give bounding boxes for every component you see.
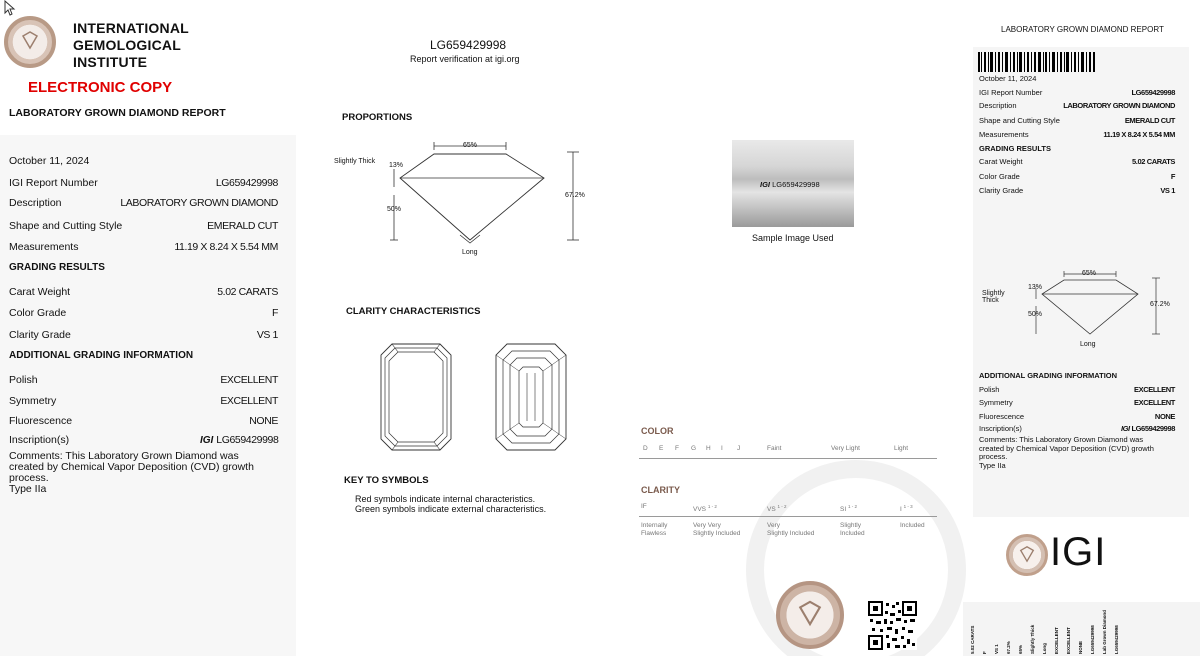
emerald-cut-bottom-view (495, 343, 567, 451)
pavilion-percent: 50% (387, 206, 402, 213)
right-carat-label: Carat Weight (979, 157, 1023, 166)
strip-text: LG659429998 (1114, 625, 1119, 654)
strip-text: Slightly Thick (1030, 624, 1035, 654)
emerald-cut-top-view (380, 343, 452, 451)
color-word-light: Light (894, 445, 909, 452)
strip-text: EXCELLENT (1066, 627, 1071, 654)
clarity-scale-heading: CLARITY (641, 485, 680, 495)
institute-name: INTERNATIONAL GEMOLOGICAL INSTITUTE (73, 20, 189, 70)
proportions-heading: PROPORTIONS (342, 112, 413, 123)
proportions-diagram (330, 135, 590, 260)
strip-text: 67.2% (1006, 641, 1011, 654)
right-symmetry-value: EXCELLENT (1134, 398, 1175, 407)
right-report-number-value: LG659429998 (1131, 88, 1175, 97)
strip-text: 5.02 CARATS (970, 625, 975, 654)
igi-mini-logo-icon: IGI (760, 180, 771, 189)
color-grade-value: F (271, 307, 278, 319)
right-description-label: Description (979, 101, 1017, 110)
polish-label: Polish (9, 374, 38, 386)
clarity-grade-label: Clarity Grade (9, 329, 71, 341)
clarity-word-if: Internally Flawless (641, 522, 668, 537)
fluorescence-value: NONE (249, 415, 278, 427)
color-letter-i: I (721, 445, 723, 452)
grading-results-heading: GRADING RESULTS (9, 262, 105, 273)
verification-text: Report verification at igi.org (410, 54, 520, 64)
clarity-grade-value: VS 1 (256, 329, 278, 341)
color-scale-rule (639, 458, 937, 459)
right-report-title: LABORATORY GROWN DIAMOND REPORT (1001, 25, 1164, 34)
clarity-characteristics-heading: CLARITY CHARACTERISTICS (346, 306, 481, 317)
table-percent: 65% (463, 142, 478, 149)
right-shape-label: Shape and Cutting Style (979, 116, 1060, 125)
igi-seal-icon (4, 16, 56, 68)
right-depth-percent: 67.2% (1150, 301, 1170, 308)
color-word-faint: Faint (767, 445, 782, 452)
symmetry-value: EXCELLENT (220, 395, 278, 407)
key-to-symbols-text: Red symbols indicate internal characteristics. Green symbols indicate external characteristics. (355, 494, 547, 514)
clarity-grade-vvs: VVS $^{1 - 2}$ (693, 504, 717, 514)
color-letter-h: H (706, 445, 711, 452)
right-comments: Comments: This Laboratory Grown Diamond was created by Chemical Vapor Deposition (CVD) growth process. Type IIa (979, 435, 1154, 470)
barcode-icon (978, 52, 1096, 72)
igi-seal-icon (1006, 534, 1048, 576)
symmetry-label: Symmetry (9, 395, 57, 407)
mouse-cursor-icon (4, 0, 18, 16)
igi-mini-logo-icon: IGI (1120, 424, 1130, 433)
right-symmetry-label: Symmetry (979, 398, 1013, 407)
shape-value: EMERALD CUT (207, 220, 278, 232)
inscription-value-wrap (200, 434, 278, 446)
measurements-label: Measurements (9, 241, 79, 253)
inscription-label: Inscription(s) (9, 434, 70, 446)
clarity-word-vvs: Very Very Slightly Included (693, 522, 741, 537)
description-label: Description (9, 197, 62, 209)
right-inscription-label: Inscription(s) (979, 424, 1022, 433)
clarity-word-i: Included (900, 522, 925, 529)
color-letter-g: G (691, 445, 697, 452)
comments: Comments: This Laboratory Grown Diamond was created by Chemical Vapor Deposition (CVD) growth process. Type IIa (9, 450, 254, 495)
right-girdle-label: Slightly Thick (982, 290, 1005, 304)
girdle-label: Slightly Thick (334, 158, 376, 165)
right-description-value: LABORATORY GROWN DIAMOND (1063, 101, 1175, 110)
color-letter-j: J (737, 445, 741, 452)
right-additional-heading: ADDITIONAL GRADING INFORMATION (979, 371, 1118, 380)
key-to-symbols-heading: KEY TO SYMBOLS (344, 475, 429, 486)
right-crown-percent: 13% (1028, 284, 1043, 291)
clarity-word-vs: Very Slightly Included (767, 522, 815, 537)
report-number-label: IGI Report Number (9, 177, 98, 189)
sample-inscription-number: LG659429998 (772, 180, 820, 189)
inscription-value: LG659429998 (216, 434, 279, 446)
right-carat-value: 5.02 CARATS (1132, 157, 1175, 166)
color-scale-heading: COLOR (641, 426, 674, 436)
right-proportions-diagram (1020, 266, 1170, 342)
clarity-grade-i: I $^{1 - 3}$ (900, 504, 913, 514)
right-polish-value: EXCELLENT (1134, 385, 1175, 394)
shape-label: Shape and Cutting Style (9, 220, 123, 232)
electronic-copy-label: ELECTRONIC COPY (28, 79, 173, 96)
right-color-value: F (1170, 172, 1175, 181)
strip-text: VS 1 (994, 644, 999, 654)
description-value: LABORATORY GROWN DIAMOND (120, 197, 278, 209)
right-inscription-value (1121, 424, 1175, 433)
color-letter-f: F (675, 445, 679, 452)
strip-text: 65% (1018, 644, 1023, 654)
crown-percent: 13% (389, 162, 404, 169)
right-measurements-value: 11.19 X 8.24 X 5.54 MM (1103, 130, 1175, 139)
report-title: LABORATORY GROWN DIAMOND REPORT (9, 107, 226, 119)
strip-text: LG659429998 (1090, 625, 1095, 654)
sample-inscription-text (760, 180, 820, 189)
right-inscription-number: LG659429998 (1131, 424, 1175, 433)
right-report-date: October 11, 2024 (979, 74, 1037, 83)
right-clarity-label: Clarity Grade (979, 186, 1024, 195)
report-date: October 11, 2024 (9, 155, 90, 167)
qr-code-icon (868, 601, 917, 650)
report-number-value: LG659429998 (215, 177, 278, 189)
igi-mini-logo-icon: IGI (200, 435, 214, 446)
right-measurements-label: Measurements (979, 130, 1029, 139)
clarity-grade-si: SI $^{1 - 2}$ (840, 504, 857, 514)
strip-text: EXCELLENT (1054, 627, 1059, 654)
right-polish-label: Polish (979, 385, 1000, 394)
report-number-header: LG659429998 (430, 38, 507, 52)
sample-image-label: Sample Image Used (752, 233, 834, 243)
additional-info-heading: ADDITIONAL GRADING INFORMATION (9, 350, 194, 361)
strip-text: F (982, 651, 987, 654)
igi-logo: IGI (1050, 530, 1107, 574)
color-word-very-light: Very Light (831, 445, 860, 452)
carat-label: Carat Weight (9, 286, 71, 298)
clarity-scale-rule (639, 516, 937, 517)
measurements-value: 11.19 X 8.24 X 5.54 MM (174, 241, 278, 253)
clarity-word-si: Slightly Included (840, 522, 865, 537)
right-color-label: Color Grade (979, 172, 1020, 181)
right-fluorescence-value: NONE (1154, 412, 1175, 421)
color-grade-label: Color Grade (9, 307, 67, 319)
clarity-grade-vs: VS $^{1 - 2}$ (767, 504, 787, 514)
strip-text: Lab Grown Diamond (1102, 609, 1107, 654)
right-shape-value: EMERALD CUT (1124, 116, 1175, 125)
fluorescence-label: Fluorescence (9, 415, 73, 427)
right-grading-results-heading: GRADING RESULTS (979, 144, 1051, 153)
right-table-percent: 65% (1082, 270, 1097, 277)
strip-text: Long (1042, 643, 1047, 654)
clarity-grade-if: IF (641, 503, 647, 510)
right-culet-label: Long (1080, 341, 1096, 348)
color-letter-e: E (659, 445, 664, 452)
depth-percent: 67.2% (565, 192, 585, 199)
right-report-number-label: IGI Report Number (979, 88, 1043, 97)
culet-label: Long (462, 249, 478, 256)
polish-value: EXCELLENT (220, 374, 278, 386)
strip-text: NONE (1078, 640, 1083, 654)
right-fluorescence-label: Fluorescence (979, 412, 1025, 421)
right-clarity-value: VS 1 (1160, 186, 1175, 195)
color-letter-d: D (643, 445, 648, 452)
carat-value: 5.02 CARATS (217, 286, 278, 298)
igi-seal-icon (776, 581, 844, 649)
bottom-strip-texts (970, 604, 1119, 654)
right-pavilion-percent: 50% (1028, 311, 1043, 318)
